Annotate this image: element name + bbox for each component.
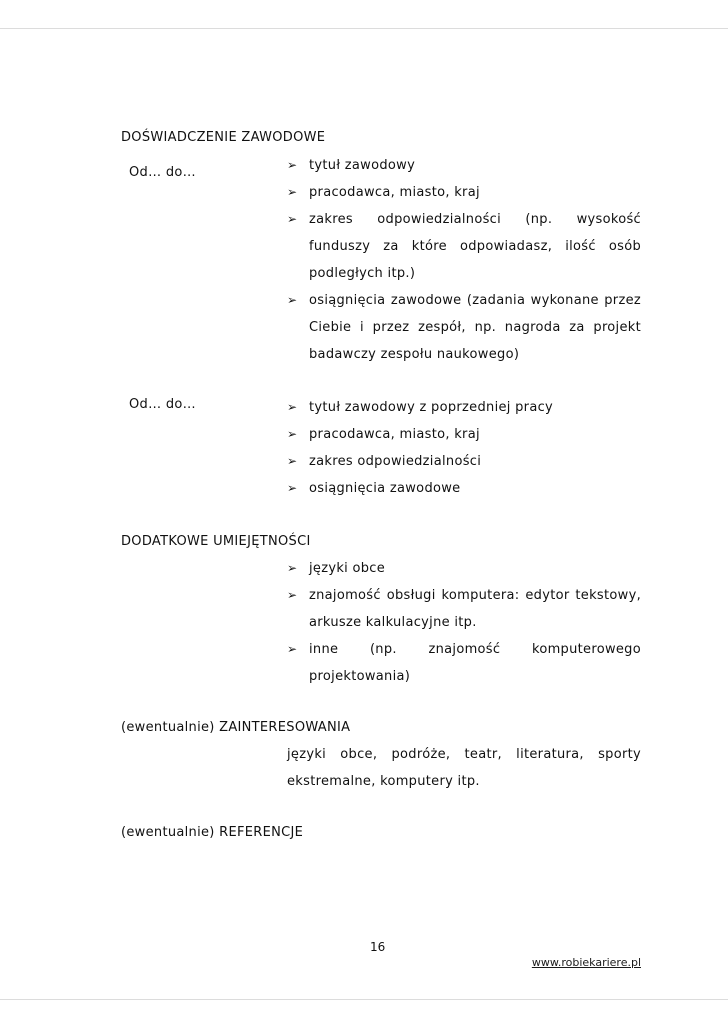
arrow-bullet-icon: ➢	[287, 158, 298, 172]
experience-list-2	[287, 394, 641, 502]
arrow-bullet-icon: ➢	[287, 588, 298, 602]
list-item: ➢ zakres odpowiedzialności	[287, 448, 641, 475]
skills-list	[287, 555, 641, 690]
experience-list-1	[287, 152, 641, 368]
arrow-bullet-icon: ➢	[287, 481, 298, 495]
list-item: ➢ osiągnięcia zawodowe	[287, 475, 641, 502]
list-item: ➢ znajomość obsługi komputera: edytor tekstowy, arkusze kalkulacyjne itp.	[287, 582, 641, 636]
arrow-bullet-icon: ➢	[287, 561, 298, 575]
arrow-bullet-icon: ➢	[287, 185, 298, 199]
arrow-bullet-icon: ➢	[287, 212, 298, 226]
interests-text: języki obce, podróże, teatr, literatura, sporty ekstremalne, komputery itp.	[287, 747, 641, 789]
footer-website-link[interactable]: www.robiekariere.pl	[531, 956, 641, 969]
page-top-border	[0, 28, 728, 29]
list-item: ➢ zakres odpowiedzialności (np. wysokość funduszy za które odpowiadasz, ilość osób podległych itp.)	[287, 206, 641, 287]
list-item: ➢ języki obce	[287, 555, 641, 582]
list-item: ➢ tytuł zawodowy z poprzedniej pracy	[287, 394, 641, 421]
arrow-bullet-icon: ➢	[287, 400, 298, 414]
list-item: ➢ pracodawca, miasto, kraj	[287, 179, 641, 206]
skills-heading: DODATKOWE UMIEJĘTNOŚCI	[121, 534, 311, 549]
arrow-bullet-icon: ➢	[287, 293, 298, 307]
arrow-bullet-icon: ➢	[287, 454, 298, 468]
experience-period-2: Od… do…	[129, 397, 196, 412]
list-item: ➢ inne (np. znajomość komputerowego projektowania)	[287, 636, 641, 690]
experience-heading: DOŚWIADCZENIE ZAWODOWE	[121, 130, 326, 145]
references-heading: (ewentualnie) REFERENCJE	[121, 825, 304, 840]
experience-period-1: Od… do…	[129, 165, 196, 180]
list-item: ➢ osiągnięcia zawodowe (zadania wykonane przez Ciebie i przez zespół, np. nagroda za projekt badawczy zespołu naukowego)	[287, 287, 641, 368]
page-number: 16	[370, 940, 386, 954]
arrow-bullet-icon: ➢	[287, 427, 298, 441]
page-bottom-border	[0, 999, 728, 1000]
arrow-bullet-icon: ➢	[287, 642, 298, 656]
interests-heading: (ewentualnie) ZAINTERESOWANIA	[121, 720, 351, 735]
list-item: ➢ pracodawca, miasto, kraj	[287, 421, 641, 448]
list-item: ➢ tytuł zawodowy	[287, 152, 641, 179]
